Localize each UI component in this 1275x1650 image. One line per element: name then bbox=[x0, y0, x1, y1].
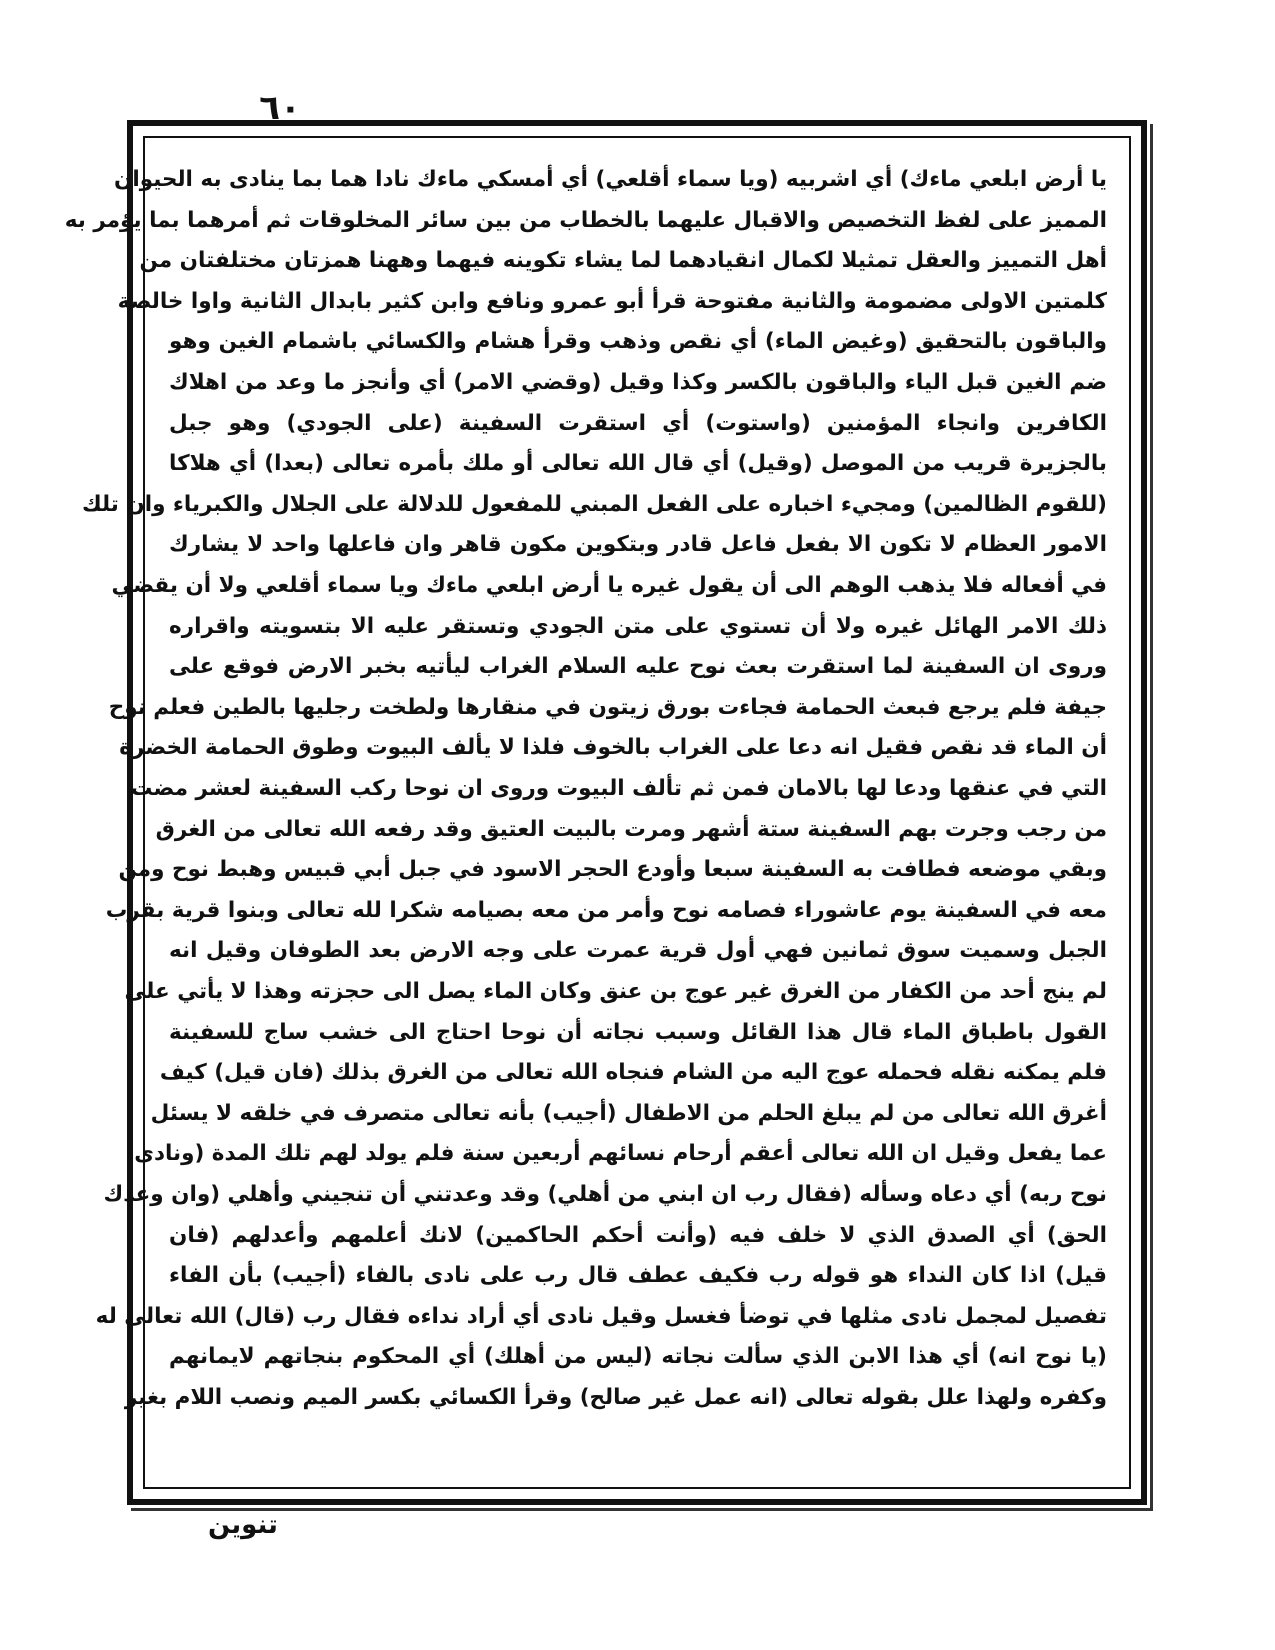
text-line: يا أرض ابلعي ماءك) أي اشربيه (ويا سماء أقلعي) أي أمسكي ماءك نادا هما بما ينادى به الحيوان bbox=[114, 167, 1107, 192]
text-line: في أفعاله فلا يذهب الوهم الى أن يقول غيره يا أرض ابلعي ماءك ويا سماء أقلعي ولا أن يقضي bbox=[111, 573, 1107, 598]
text-line: (يا نوح انه) أي هذا الابن الذي سألت نجاته (ليس من أهلك) أي المحكوم بنجاتهم لايمانهم bbox=[169, 1344, 1107, 1370]
text-line: معه في السفينة يوم عاشوراء فصامه نوح وأمر من معه بصيامه شكرا لله تعالى وبنوا قرية بقرب bbox=[105, 897, 1107, 923]
text-line: الجبل وسميت سوق ثمانين فهي أول قرية عمرت على وجه الارض بعد الطوفان وقيل انه bbox=[169, 938, 1107, 964]
page-number: ٦٠ bbox=[259, 88, 301, 128]
text-line: وبقي موضعه فطافت به السفينة سبعا وأودع الحجر الاسود في جبل أبي قبيس وهبط نوح ومن bbox=[118, 857, 1107, 883]
text-line: أن الماء قد نقص فقيل انه دعا على الغراب بالخوف فلذا لا يألف البيوت وطوق الحمامة الخضرة bbox=[119, 735, 1107, 761]
catchword: تنوين bbox=[208, 1510, 278, 1540]
text-line: عما يفعل وقيل ان الله تعالى أعقم أرحام نسائهم أربعين سنة فلم يولد لهم تلك المدة (ونادى bbox=[134, 1141, 1107, 1167]
text-line: (للقوم الظالمين) ومجيء اخباره على الفعل المبني للمفعول للدلالة على الجلال والكبرياء وان تلك bbox=[82, 491, 1107, 517]
text-line: الحق) أي الصدق الذي لا خلف فيه (وأنت أحكم الحاكمين) لانك أعلمهم وأعدلهم (فان bbox=[169, 1222, 1107, 1248]
page-frame bbox=[64, 120, 1147, 1505]
text-line: الكافرين وانجاء المؤمنين (واستوت) أي استقرت السفينة (على الجودي) وهو جبل bbox=[169, 410, 1107, 436]
text-line: جيفة فلم يرجع فبعث الحمامة فجاءت بورق زيتون في منقارها ولطخت رجليها بالطين فعلم نوح bbox=[108, 694, 1107, 720]
text-line: ذلك الامر الهائل غيره ولا أن تستوي على متن الجودي وتستقر عليه الا بتسويته واقراره bbox=[169, 613, 1107, 639]
text-line: المميز على لفظ التخصيص والاقبال عليهما بالخطاب من بين سائر المخلوقات ثم أمرهما بما يؤمر به bbox=[64, 207, 1107, 233]
text-line: لم ينج أحد من الكفار من الغرق غير عوج بن عنق وكان الماء يصل الى حجزته وهذا لا يأتي على bbox=[124, 979, 1107, 1004]
text-line: وروى ان السفينة لما استقرت بعث نوح عليه السلام الغراب ليأتيه بخبر الارض فوقع على bbox=[169, 654, 1107, 680]
text-line: بالجزيرة قريب من الموصل (وقيل) أي قال الله تعالى أو ملك بأمره تعالى (بعدا) أي هلاكا bbox=[169, 451, 1107, 477]
text-line: كلمتين الاولى مضمومة والثانية مفتوحة قرأ أبو عمرو ونافع وابن كثير بابدال الثانية واوا خالصة bbox=[117, 288, 1107, 314]
text-line: أغرق الله تعالى من لم يبلغ الحلم من الاطفال (أجيب) بأنه تعالى متصرف في خلقه لا يسئل bbox=[150, 1100, 1107, 1126]
page-frame-inner bbox=[64, 136, 1131, 1489]
text-line: قيل) اذا كان النداء هو قوله رب فكيف عطف قال رب على نادى بالفاء (أجيب) بأن الفاء bbox=[169, 1263, 1107, 1289]
text-line: أهل التمييز والعقل تمثيلا لكمال انقيادهما لما يشاء تكوينه فيهما وههنا همزتان مختلفتان من bbox=[139, 248, 1107, 274]
text-line: القول باطباق الماء قال هذا القائل وسبب نجاته أن نوحا احتاج الى خشب ساج للسفينة bbox=[169, 1019, 1107, 1045]
text-line: نوح ربه) أي دعاه وسأله (فقال رب ان ابني من أهلي) وقد وعدتني أن تنجيني وأهلي (وان وعدك bbox=[103, 1182, 1107, 1207]
text-line: ضم الغين قبل الياء والباقون بالكسر وكذا وقيل (وقضي الامر) أي وأنجز ما وعد من اهلاك bbox=[169, 370, 1107, 395]
text-line: الامور العظام لا تكون الا بفعل فاعل قادر وبتكوين مكون قاهر وان فاعلها واحد لا يشارك bbox=[169, 532, 1107, 558]
text-line: من رجب وجرت بهم السفينة ستة أشهر ومرت بالبيت العتيق وقد رفعه الله تعالى من الغرق bbox=[155, 816, 1107, 842]
text-line: وكفره ولهذا علل بقوله تعالى (انه عمل غير صالح) وقرأ الكسائي بكسر الميم ونصب اللام بغير bbox=[124, 1385, 1107, 1410]
text-block bbox=[64, 160, 1107, 1459]
text-line: فلم يمكنه نقله فحمله عوج اليه من الشام فنجاه الله تعالى من الغرق بذلك (فان قيل) كيف bbox=[159, 1060, 1107, 1086]
text-line: التي في عنقها ودعا لها بالامان فمن ثم تألف البيوت وروى ان نوحا ركب السفينة لعشر مضت bbox=[130, 776, 1107, 801]
text-line: والباقون بالتحقيق (وغيض الماء) أي نقص وذهب وقرأ هشام والكسائي باشمام الغين وهو bbox=[169, 329, 1107, 355]
text-line: تفصيل لمجمل نادى مثلها في توضأ فغسل وقيل نادى أي أراد نداءه فقال رب (قال) الله تعالى له bbox=[95, 1303, 1107, 1329]
